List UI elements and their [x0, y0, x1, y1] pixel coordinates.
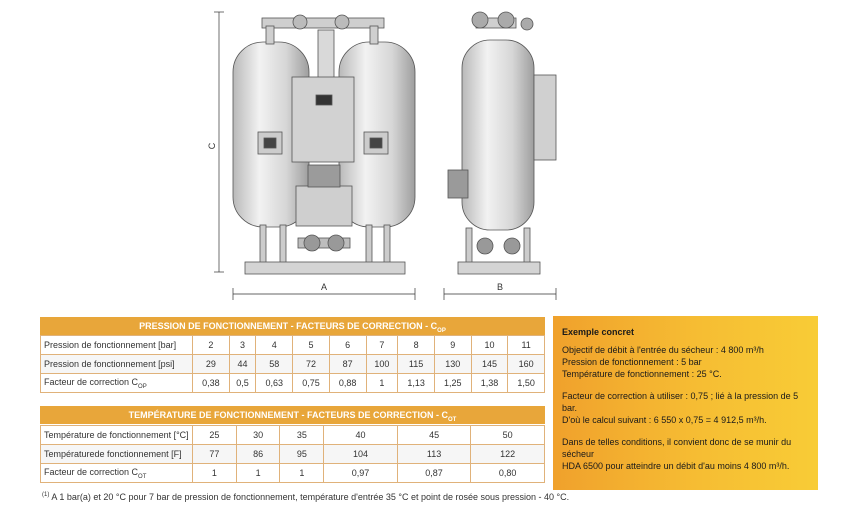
example-title: Exemple concret [562, 327, 635, 337]
row-label: Température de fonctionnement [°C] [41, 426, 193, 445]
table-row: Facteur de correction $C_{OP}$ 0,38 0,5 0,63 0,75 0,88 1 1,13 1,25 1,38 1,50 [41, 374, 545, 393]
table-row: Pression de fonctionnement [psi] 29 44 58 72 87 100 115 130 145 160 [41, 355, 545, 374]
row-label: Pression de fonctionnement [bar] [41, 336, 193, 355]
row-label: Températurede fonctionnement [F] [41, 445, 193, 464]
example-line: Objectif de débit à l'entrée du sécheur : 4 800 m³/h [562, 345, 764, 355]
example-line: HDA 6500 pour atteindre un débit d'au moins 4 800 m³/h. [562, 461, 790, 471]
example-line: Température de fonctionnement : 25 °C. [562, 369, 722, 379]
dimension-c-label: C [207, 142, 217, 150]
row-label: Pression de fonctionnement [psi] [41, 355, 193, 374]
pressure-table-header: PRESSION DE FONCTIONNEMENT - FACTEURS DE CORRECTION - $C_{OP}$ [40, 317, 545, 335]
temperature-correction-table [40, 425, 545, 483]
example-line: Pression de fonctionnement : 5 bar [562, 357, 702, 367]
table-row: Températurede fonctionnement [F] 77 86 95 104 113 122 [41, 445, 545, 464]
table-row: Pression de fonctionnement [bar] 2 3 4 5 6 7 8 9 10 11 [41, 336, 545, 355]
example-box [553, 316, 818, 490]
footnote: $^{(1)}$ A 1 bar(a) et 20 °C pour 7 bar de pression de fonctionnement, température d'entrée 35 °C et point de rosée sous pression - 40 °C. [42, 492, 570, 502]
row-label: Facteur de correction $C_{OP}$ [41, 374, 193, 393]
table-row: Facteur de correction $C_{OT}$ 1 1 1 0,97 0,87 0,80 [41, 464, 545, 483]
dryer-technical-drawing [200, 0, 600, 310]
temperature-table-header: TEMPÉRATURE DE FONCTIONNEMENT - FACTEURS DE CORRECTION - $C_{OT}$ [40, 406, 545, 424]
example-line: D'où le calcul suivant : 6 550 x 0,75 = 4 912,5 m³/h. [562, 415, 767, 425]
example-line: Dans de telles conditions, il convient donc de se munir du sécheur [562, 437, 792, 459]
row-label: Facteur de correction $C_{OT}$ [41, 464, 193, 483]
example-line: Facteur de correction à utiliser : 0,75 ; lié à la pression de 5 bar. [562, 391, 799, 413]
dimension-b-label: B [496, 282, 504, 292]
table-row: Température de fonctionnement [°C] 25 30 35 40 45 50 [41, 426, 545, 445]
pressure-correction-table [40, 335, 545, 393]
dimension-a-label: A [320, 282, 328, 292]
